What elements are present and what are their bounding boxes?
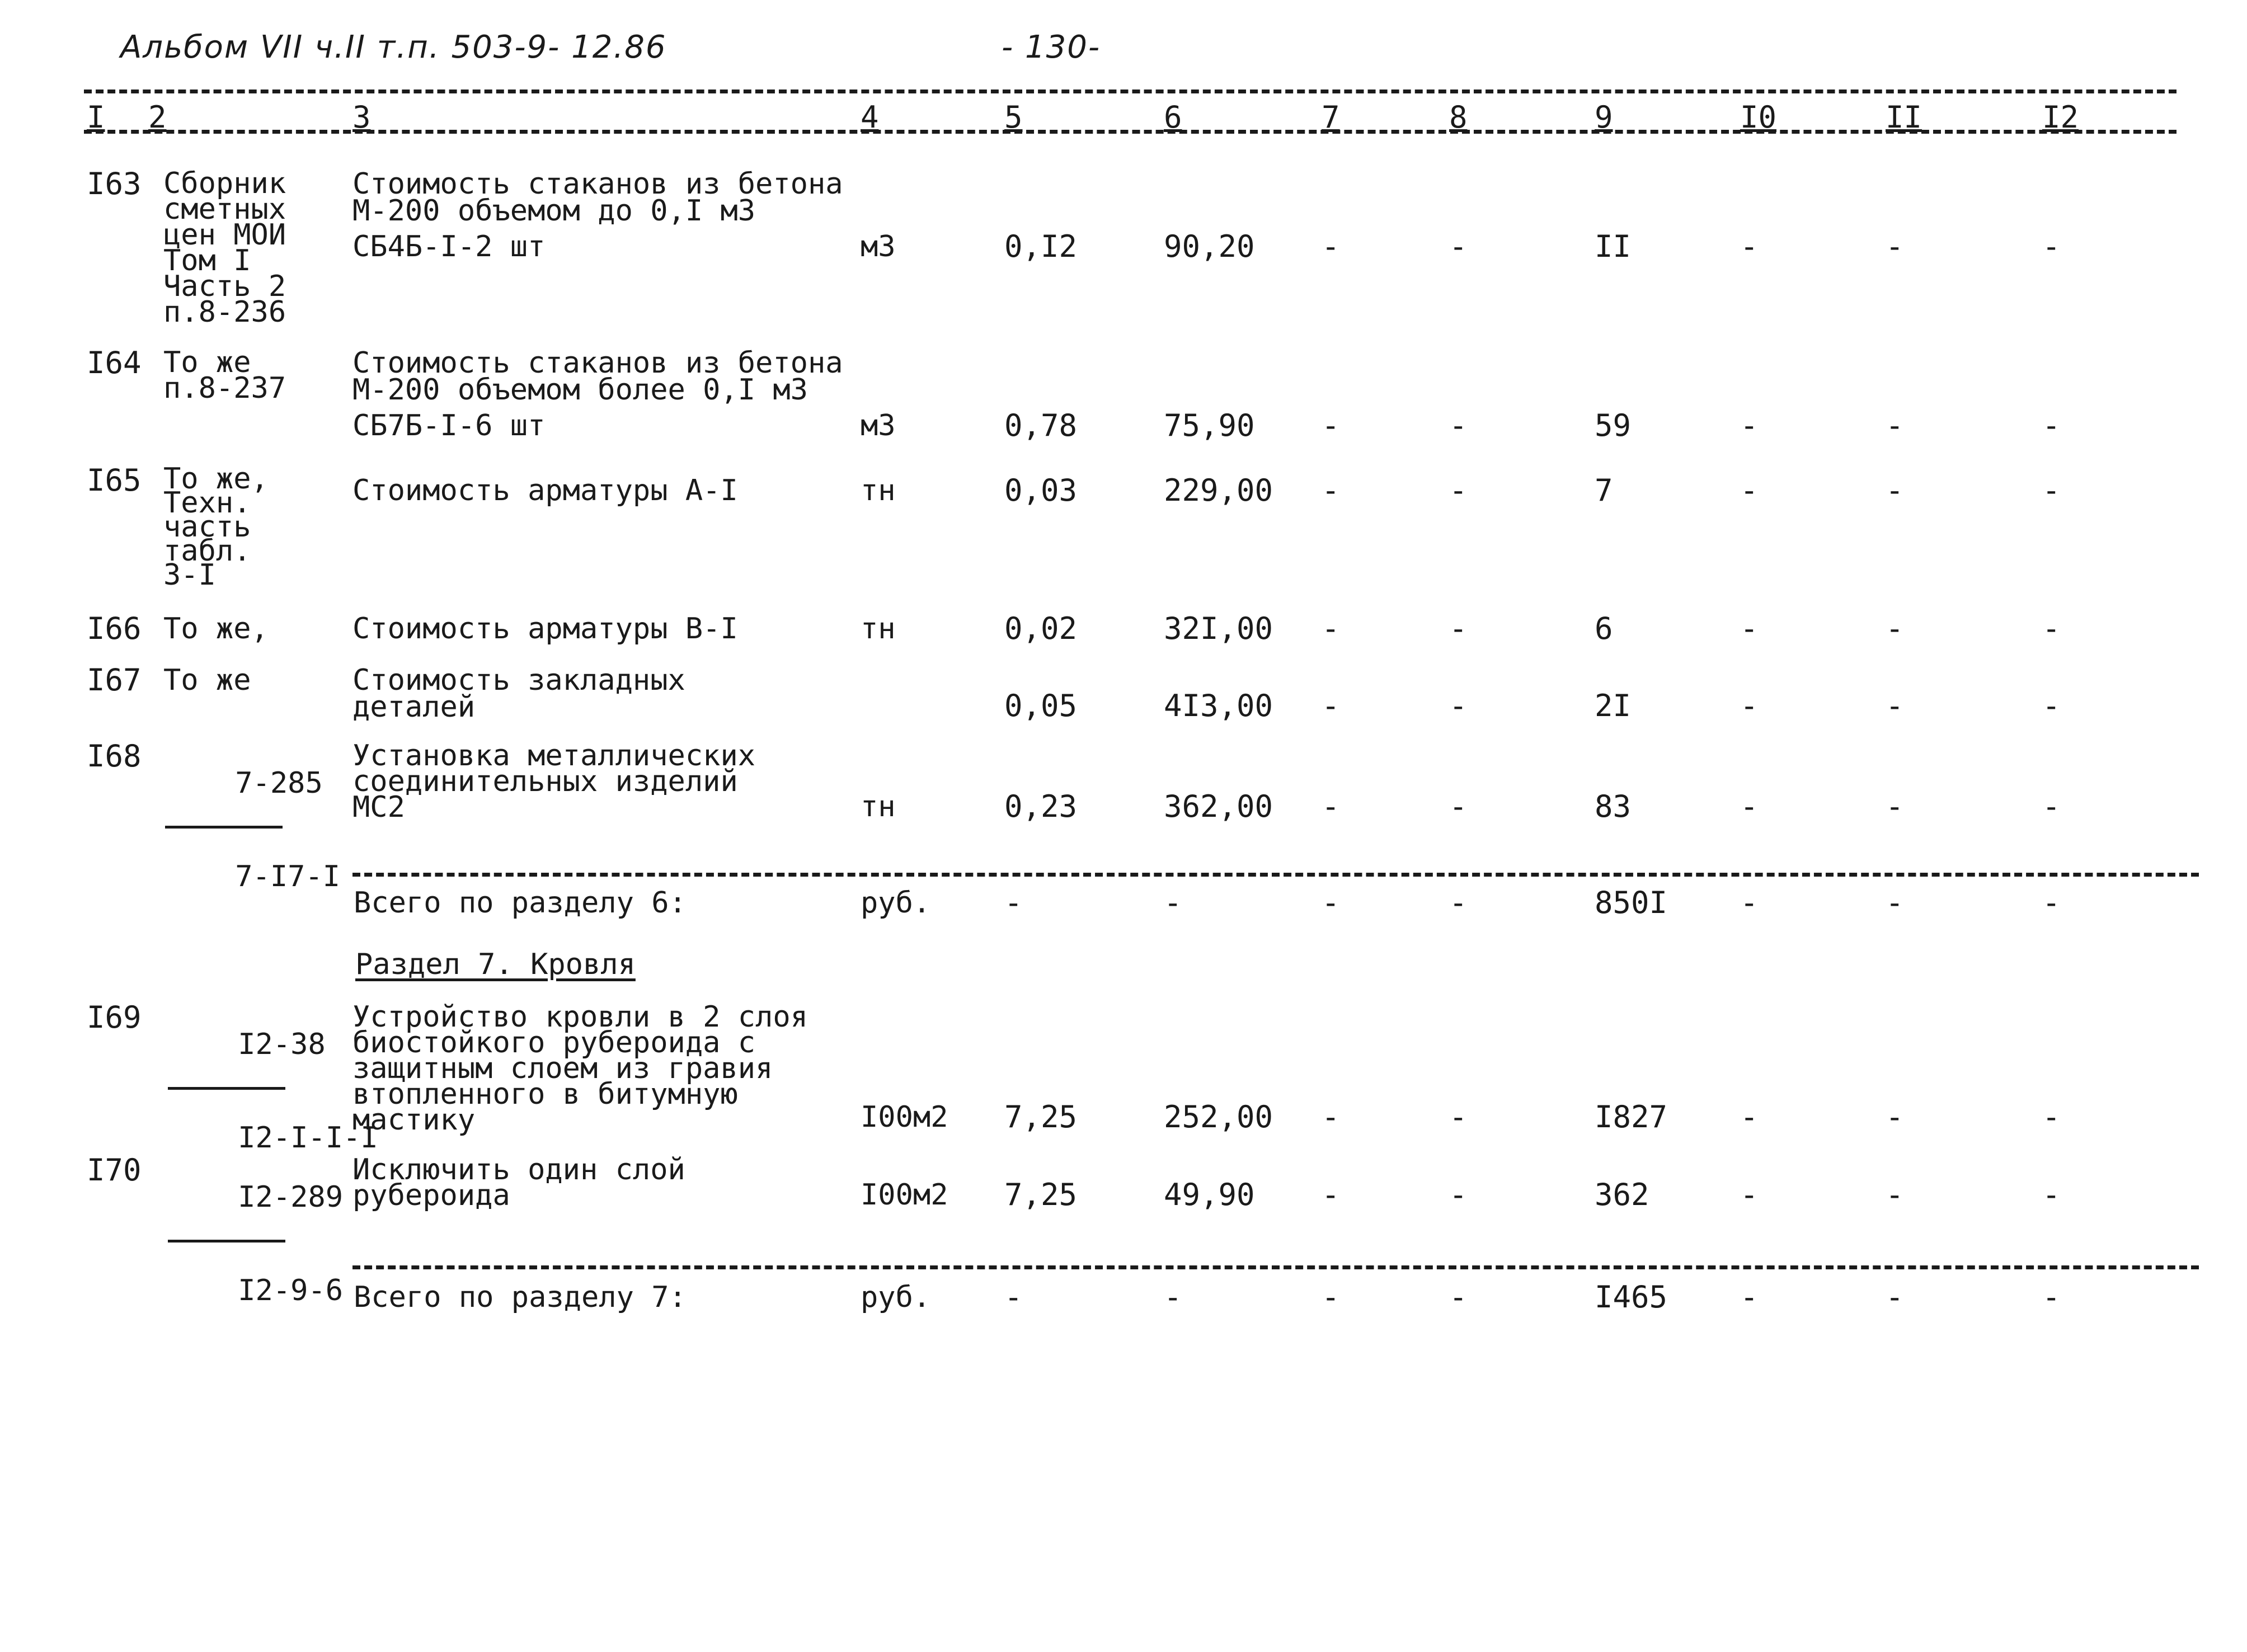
- row-reference: То же,: [163, 612, 269, 646]
- row-price: 49,90: [1164, 1177, 1255, 1212]
- row-col11: -: [1886, 1177, 1904, 1212]
- row-description: Стоимость стаканов из бетона М-200 объемом до 0,I м3: [352, 167, 843, 228]
- row-col8: -: [1449, 1099, 1468, 1135]
- reference-denominator: 7-I7-I: [235, 860, 341, 893]
- row-col11: -: [1886, 789, 1904, 824]
- total-price: -: [1164, 885, 1182, 920]
- row-col8: -: [1449, 473, 1468, 508]
- row-col8: -: [1449, 789, 1468, 824]
- fraction-bar: [165, 826, 283, 829]
- row-col7: -: [1322, 611, 1340, 646]
- row-price: 229,00: [1164, 473, 1273, 508]
- album-reference: Альбом VII ч.II т.п. 503-9- 12.86: [120, 29, 667, 65]
- total-unit: руб.: [861, 1281, 931, 1314]
- row-reference: Сборник сметных цен МОИ Том I Часть 2 п.8-236: [163, 167, 286, 329]
- row-description: Стоимость арматуры В-I: [352, 612, 738, 646]
- top-dashed-rule: [84, 90, 2177, 93]
- row-col9: 83: [1595, 789, 1632, 824]
- row-col11: -: [1886, 473, 1904, 508]
- row-unit: I00м2: [861, 1100, 948, 1134]
- section-heading: Раздел 7. Кровля: [355, 948, 636, 981]
- row-number: I63: [87, 166, 142, 201]
- col-header-2: 2: [148, 100, 167, 135]
- row-col12: -: [2042, 789, 2061, 824]
- row-col7: -: [1322, 789, 1340, 824]
- row-col11: -: [1886, 1099, 1904, 1135]
- row-number: I65: [87, 463, 142, 498]
- row-reference: [165, 743, 340, 917]
- total-col8: -: [1449, 885, 1468, 920]
- total-label: Всего по разделу 7:: [354, 1281, 687, 1314]
- row-unit: м3: [861, 230, 896, 263]
- row-description: Исключить один слой рубероида: [352, 1153, 685, 1212]
- col-header-4: 4: [861, 100, 879, 135]
- row-col10: -: [1740, 408, 1759, 443]
- row-col9: 59: [1595, 408, 1632, 443]
- row-number: I68: [87, 738, 142, 774]
- header-dashed-rule: [84, 130, 2177, 134]
- row-description-item: СБ7Б-I-6 шт: [352, 409, 546, 443]
- col-header-12: I2: [2042, 100, 2079, 135]
- row-col10: -: [1740, 1099, 1759, 1135]
- row-price: 252,00: [1164, 1099, 1273, 1135]
- row-col10: -: [1740, 789, 1759, 824]
- row-quantity: 0,02: [1004, 611, 1078, 646]
- col-header-1: I: [87, 100, 105, 135]
- row-col10: -: [1740, 473, 1759, 508]
- row-number: I66: [87, 611, 142, 646]
- row-col9: 7: [1595, 473, 1613, 508]
- row-number: I64: [87, 345, 142, 380]
- col-header-3: 3: [352, 100, 371, 135]
- row-reference: [168, 1004, 378, 1178]
- row-col7: -: [1322, 408, 1340, 443]
- row-col12: -: [2042, 473, 2061, 508]
- col-header-11: II: [1886, 100, 1922, 135]
- row-description: Стоимость стаканов из бетона М-200 объемом более 0,I м3: [352, 346, 843, 407]
- page-number: - 130-: [1002, 29, 1101, 65]
- total-col10: -: [1740, 1279, 1759, 1315]
- total-col11: -: [1886, 1279, 1904, 1315]
- row-col11: -: [1886, 408, 1904, 443]
- reference-numerator: I2-38: [238, 1028, 326, 1061]
- row-number: I69: [87, 1000, 142, 1035]
- row-description: Стоимость закладных деталей: [352, 663, 685, 724]
- total-quantity: -: [1004, 1279, 1023, 1315]
- total-quantity: -: [1004, 885, 1023, 920]
- reference-denominator: I2-I-I-I: [238, 1121, 378, 1155]
- total-sum: 850I: [1595, 885, 1668, 920]
- row-col9: 6: [1595, 611, 1613, 646]
- row-col10: -: [1740, 229, 1759, 264]
- row-col8: -: [1449, 229, 1468, 264]
- row-price: 90,20: [1164, 229, 1255, 264]
- total-col8: -: [1449, 1279, 1468, 1315]
- row-unit: тн: [861, 612, 896, 646]
- row-col12: -: [2042, 1177, 2061, 1212]
- fraction-bar: [168, 1240, 285, 1242]
- row-price: 4I3,00: [1164, 688, 1273, 723]
- row-unit: м3: [861, 409, 896, 443]
- total-col10: -: [1740, 885, 1759, 920]
- row-number: I70: [87, 1152, 142, 1188]
- row-col12: -: [2042, 229, 2061, 264]
- total-col11: -: [1886, 885, 1904, 920]
- row-reference: То же: [163, 663, 251, 697]
- section6-dashed-rule: [352, 873, 2199, 877]
- row-description: Установка металлических соединительных изделий МС2: [352, 739, 756, 824]
- row-number: I67: [87, 662, 142, 698]
- total-unit: руб.: [861, 886, 931, 920]
- col-header-7: 7: [1322, 100, 1340, 135]
- reference-denominator: I2-9-6: [238, 1274, 344, 1307]
- row-quantity: 0,78: [1004, 408, 1078, 443]
- row-unit: I00м2: [861, 1178, 948, 1212]
- row-quantity: 0,03: [1004, 473, 1078, 508]
- row-col8: -: [1449, 1177, 1468, 1212]
- row-price: 75,90: [1164, 408, 1255, 443]
- row-col7: -: [1322, 229, 1340, 264]
- fraction-bar: [168, 1087, 285, 1090]
- col-header-9: 9: [1595, 100, 1613, 135]
- row-col12: -: [2042, 688, 2061, 723]
- row-price: 32I,00: [1164, 611, 1273, 646]
- row-reference: То же, Техн. часть табл. 3-I: [163, 462, 269, 592]
- row-unit: тн: [861, 790, 896, 823]
- row-col7: -: [1322, 688, 1340, 723]
- row-description-item: СБ4Б-I-2 шт: [352, 230, 546, 263]
- row-col8: -: [1449, 408, 1468, 443]
- col-header-5: 5: [1004, 100, 1023, 135]
- total-col12: -: [2042, 1279, 2061, 1315]
- row-col8: -: [1449, 688, 1468, 723]
- row-col11: -: [1886, 611, 1904, 646]
- row-col9: II: [1595, 229, 1632, 264]
- total-price: -: [1164, 1279, 1182, 1315]
- row-price: 362,00: [1164, 789, 1273, 824]
- row-unit: тн: [861, 474, 896, 507]
- row-reference: [168, 1157, 343, 1331]
- row-col12: -: [2042, 1099, 2061, 1135]
- row-description: Стоимость арматуры А-I: [352, 474, 738, 507]
- row-quantity: 0,I2: [1004, 229, 1078, 264]
- row-col7: -: [1322, 1177, 1340, 1212]
- reference-numerator: I2-289: [238, 1180, 344, 1214]
- row-reference: То же п.8-237: [163, 346, 286, 405]
- row-col9: I827: [1595, 1099, 1668, 1135]
- row-col9: 2I: [1595, 688, 1632, 723]
- row-col8: -: [1449, 611, 1468, 646]
- row-col7: -: [1322, 1099, 1340, 1135]
- total-col7: -: [1322, 885, 1340, 920]
- row-col10: -: [1740, 1177, 1759, 1212]
- total-label: Всего по разделу 6:: [354, 886, 687, 920]
- col-header-6: 6: [1164, 100, 1182, 135]
- row-col11: -: [1886, 688, 1904, 723]
- row-col7: -: [1322, 473, 1340, 508]
- row-col10: -: [1740, 611, 1759, 646]
- row-quantity: 7,25: [1004, 1177, 1078, 1212]
- row-col12: -: [2042, 408, 2061, 443]
- row-quantity: 0,23: [1004, 789, 1078, 824]
- section7-dashed-rule: [352, 1265, 2199, 1269]
- col-header-10: I0: [1740, 100, 1777, 135]
- row-col11: -: [1886, 229, 1904, 264]
- total-col7: -: [1322, 1279, 1340, 1315]
- row-col10: -: [1740, 688, 1759, 723]
- total-col12: -: [2042, 885, 2061, 920]
- total-sum: I465: [1595, 1279, 1668, 1315]
- row-quantity: 7,25: [1004, 1099, 1078, 1135]
- row-col9: 362: [1595, 1177, 1649, 1212]
- col-header-8: 8: [1449, 100, 1468, 135]
- row-col12: -: [2042, 611, 2061, 646]
- row-quantity: 0,05: [1004, 688, 1078, 723]
- row-description: Устройство кровли в 2 слоя биостойкого рубероида с защитным слоем из гравия втопленного в битумную мастику: [352, 1000, 808, 1137]
- reference-numerator: 7-285: [235, 766, 323, 800]
